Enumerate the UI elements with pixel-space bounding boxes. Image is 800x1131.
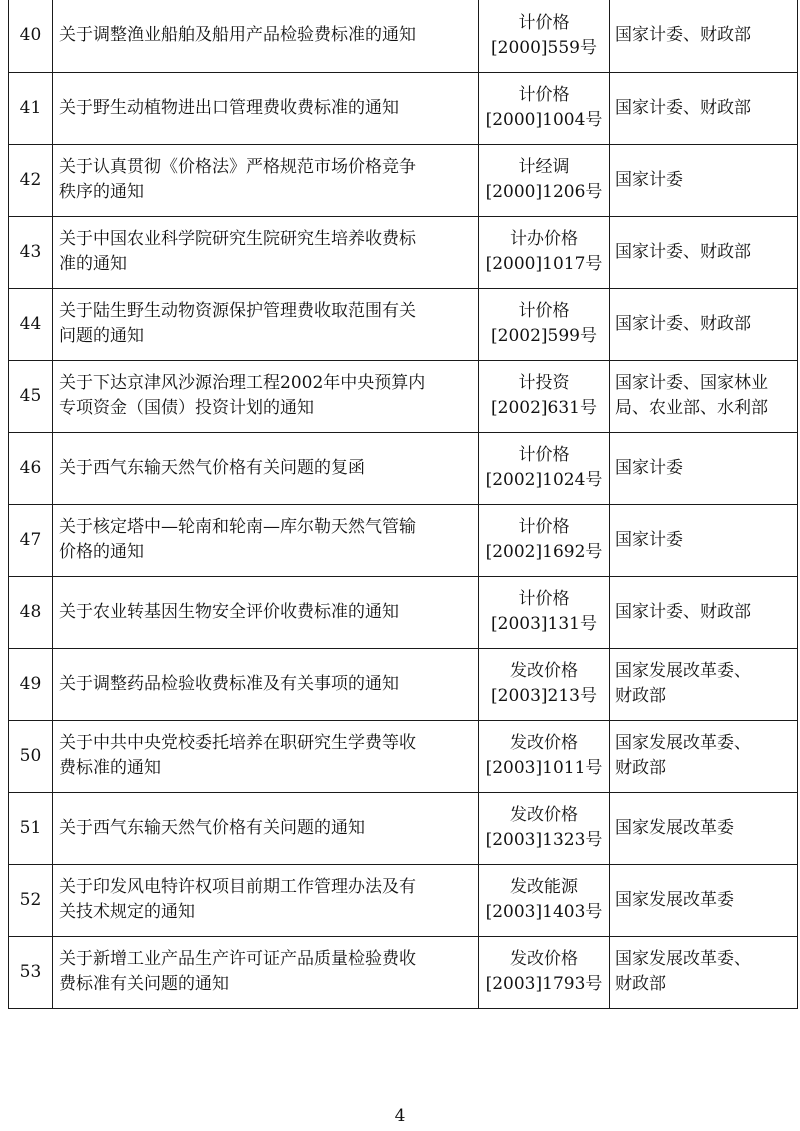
issuing-agency-cell: [610, 648, 798, 720]
document-number-cell: [479, 864, 610, 936]
issuing-agency-line: 财政部: [615, 686, 666, 706]
document-title-line: 关于核定塔中—轮南和轮南—库尔勒天然气管输: [59, 517, 416, 537]
issuing-agency-cell: [610, 216, 798, 288]
row-number-cell: 52: [9, 864, 53, 936]
issuing-agency-line: 国家发展改革委、: [615, 661, 751, 681]
document-number-line: 计经调: [518, 157, 570, 177]
regulation-table: [8, 0, 798, 1009]
document-title-cell: [53, 504, 479, 576]
document-number-line: 发改价格: [510, 805, 578, 825]
issuing-agency-line: 国家计委、财政部: [615, 601, 751, 622]
document-title-line: 关于西气东输天然气价格有关问题的复函: [59, 457, 365, 478]
issuing-agency-cell: [610, 576, 798, 648]
document-title-line: 关于陆生野生动物资源保护管理费收取范围有关: [59, 301, 416, 321]
document-number-line: [2000]559号: [491, 37, 597, 58]
row-number-cell: 45: [9, 360, 53, 432]
table-row: [9, 864, 798, 936]
page-number: 4: [394, 1106, 406, 1126]
document-title-cell: [53, 360, 479, 432]
table-row: [9, 648, 798, 720]
document-title-line: 关于调整渔业船舶及船用产品检验费标准的通知: [59, 25, 416, 46]
table-row: [9, 72, 798, 144]
document-number-cell: [479, 792, 610, 864]
document-number-line: [2003]1403号: [485, 902, 603, 922]
document-number-line: [2003]1793号: [485, 974, 603, 994]
issuing-agency-line: 财政部: [615, 758, 666, 778]
document-title-line: 准的通知: [59, 254, 127, 274]
document-number-line: [2002]1024号: [485, 470, 603, 490]
table-row: [9, 288, 798, 360]
document-number-line: 计价格: [518, 85, 570, 105]
table-row: [9, 576, 798, 648]
document-number-line: [2002]599号: [491, 326, 597, 346]
issuing-agency-cell: [610, 720, 798, 792]
row-number-cell: 50: [9, 720, 53, 792]
document-number-cell: [479, 576, 610, 648]
document-number-line: 发改能源: [510, 877, 578, 897]
issuing-agency-line: 国家发展改革委: [615, 817, 734, 838]
document-number-line: 计投资: [518, 373, 570, 393]
row-number-cell: 51: [9, 792, 53, 864]
document-number-line: [2002]1692号: [485, 542, 603, 562]
issuing-agency-line: 国家计委、财政部: [615, 241, 751, 262]
document-title-line: 关于农业转基因生物安全评价收费标准的通知: [59, 601, 399, 622]
row-number-cell: 42: [9, 144, 53, 216]
document-title-cell: [53, 432, 479, 504]
table-row: [9, 720, 798, 792]
row-number-cell: 49: [9, 648, 53, 720]
issuing-agency-line: 国家发展改革委: [615, 889, 734, 910]
document-number-cell: [479, 144, 610, 216]
document-number-cell: [479, 360, 610, 432]
document-title-line: 关于中国农业科学院研究生院研究生培养收费标: [59, 229, 416, 249]
document-number-line: 计价格: [518, 445, 570, 465]
table-row: [9, 360, 798, 432]
document-number-cell: [479, 504, 610, 576]
issuing-agency-line: 国家发展改革委、: [615, 949, 751, 969]
issuing-agency-line: 局、农业部、水利部: [615, 398, 768, 418]
document-title-line: 问题的通知: [59, 326, 144, 346]
document-title-cell: [53, 216, 479, 288]
table-row: [9, 936, 798, 1008]
table-row: [9, 432, 798, 504]
document-number-line: 发改价格: [510, 661, 578, 681]
document-title-line: 关于下达京津风沙源治理工程2002年中央预算内: [59, 373, 426, 393]
document-title-line: 关于印发风电特许权项目前期工作管理办法及有: [59, 877, 416, 897]
document-title-line: 费标准有关问题的通知: [59, 974, 229, 994]
row-number-cell: 53: [9, 936, 53, 1008]
document-number-line: 发改价格: [510, 949, 578, 969]
row-number-cell: 46: [9, 432, 53, 504]
issuing-agency-line: 国家计委、财政部: [615, 97, 751, 118]
document-title-line: 关于野生动植物进出口管理费收费标准的通知: [59, 97, 399, 118]
table-row: [9, 504, 798, 576]
document-title-cell: [53, 792, 479, 864]
issuing-agency-cell: [610, 72, 798, 144]
document-number-line: [2003]213号: [491, 686, 597, 706]
document-number-line: 发改价格: [510, 733, 578, 753]
table-row: [9, 216, 798, 288]
table-row: [9, 792, 798, 864]
document-number-line: 计价格: [518, 301, 570, 321]
table-body: [9, 0, 798, 1008]
document-title-line: 费标准的通知: [59, 758, 161, 778]
issuing-agency-cell: [610, 864, 798, 936]
row-number-cell: 44: [9, 288, 53, 360]
document-number-line: 计办价格: [510, 229, 578, 249]
document-number-line: 计价格: [518, 589, 570, 609]
issuing-agency-line: 国家计委: [615, 169, 683, 190]
document-number-cell: [479, 936, 610, 1008]
row-number-cell: 47: [9, 504, 53, 576]
document-title-line: 价格的通知: [59, 542, 144, 562]
row-number-cell: 48: [9, 576, 53, 648]
document-title-cell: [53, 864, 479, 936]
document-number-line: 计价格: [518, 12, 570, 33]
issuing-agency-cell: [610, 360, 798, 432]
document-number-line: [2002]631号: [491, 398, 597, 418]
document-title-line: 秩序的通知: [59, 182, 144, 202]
document-number-line: [2000]1004号: [485, 110, 603, 130]
document-number-cell: [479, 216, 610, 288]
issuing-agency-cell: [610, 288, 798, 360]
document-number-line: 计价格: [518, 517, 570, 537]
document-title-cell: [53, 648, 479, 720]
row-number-cell: 43: [9, 216, 53, 288]
issuing-agency-cell: [610, 504, 798, 576]
document-number-cell: [479, 720, 610, 792]
document-number-line: [2000]1206号: [485, 182, 603, 202]
document-number-line: [2000]1017号: [485, 254, 603, 274]
document-title-cell: [53, 144, 479, 216]
document-title-line: 关于认真贯彻《价格法》严格规范市场价格竞争: [59, 157, 416, 177]
document-title-line: 专项资金（国债）投资计划的通知: [59, 398, 314, 418]
document-number-cell: [479, 648, 610, 720]
document-number-line: [2003]1011号: [485, 758, 603, 778]
issuing-agency-line: 国家计委: [615, 529, 683, 550]
document-title-cell: [53, 72, 479, 144]
issuing-agency-line: 国家计委、财政部: [615, 25, 751, 46]
issuing-agency-cell: [610, 936, 798, 1008]
document-number-cell: [479, 72, 610, 144]
document-title-cell: [53, 288, 479, 360]
issuing-agency-line: 国家计委: [615, 457, 683, 478]
row-number-cell: 40: [9, 0, 53, 72]
table-row: [9, 0, 798, 72]
issuing-agency-cell: [610, 792, 798, 864]
document-title-cell: [53, 720, 479, 792]
issuing-agency-line: 财政部: [615, 974, 666, 994]
document-title-cell: [53, 576, 479, 648]
row-number-cell: 41: [9, 72, 53, 144]
document-number-line: [2003]1323号: [485, 830, 603, 850]
document-number-cell: [479, 288, 610, 360]
document-title-line: 关于新增工业产品生产许可证产品质量检验费收: [59, 949, 416, 969]
document-number-cell: [479, 0, 610, 72]
issuing-agency-cell: [610, 432, 798, 504]
document-title-line: 关于调整药品检验收费标准及有关事项的通知: [59, 673, 399, 694]
document-number-cell: [479, 432, 610, 504]
document-title-line: 关于中共中央党校委托培养在职研究生学费等收: [59, 733, 416, 753]
issuing-agency-line: 国家计委、国家林业: [615, 373, 768, 393]
table-row: [9, 144, 798, 216]
document-number-line: [2003]131号: [491, 614, 597, 634]
issuing-agency-cell: [610, 144, 798, 216]
issuing-agency-cell: [610, 0, 798, 72]
document-title-line: 关技术规定的通知: [59, 902, 195, 922]
document-title-cell: [53, 0, 479, 72]
document-title-cell: [53, 936, 479, 1008]
issuing-agency-line: 国家发展改革委、: [615, 733, 751, 753]
document-title-line: 关于西气东输天然气价格有关问题的通知: [59, 817, 365, 838]
issuing-agency-line: 国家计委、财政部: [615, 313, 751, 334]
